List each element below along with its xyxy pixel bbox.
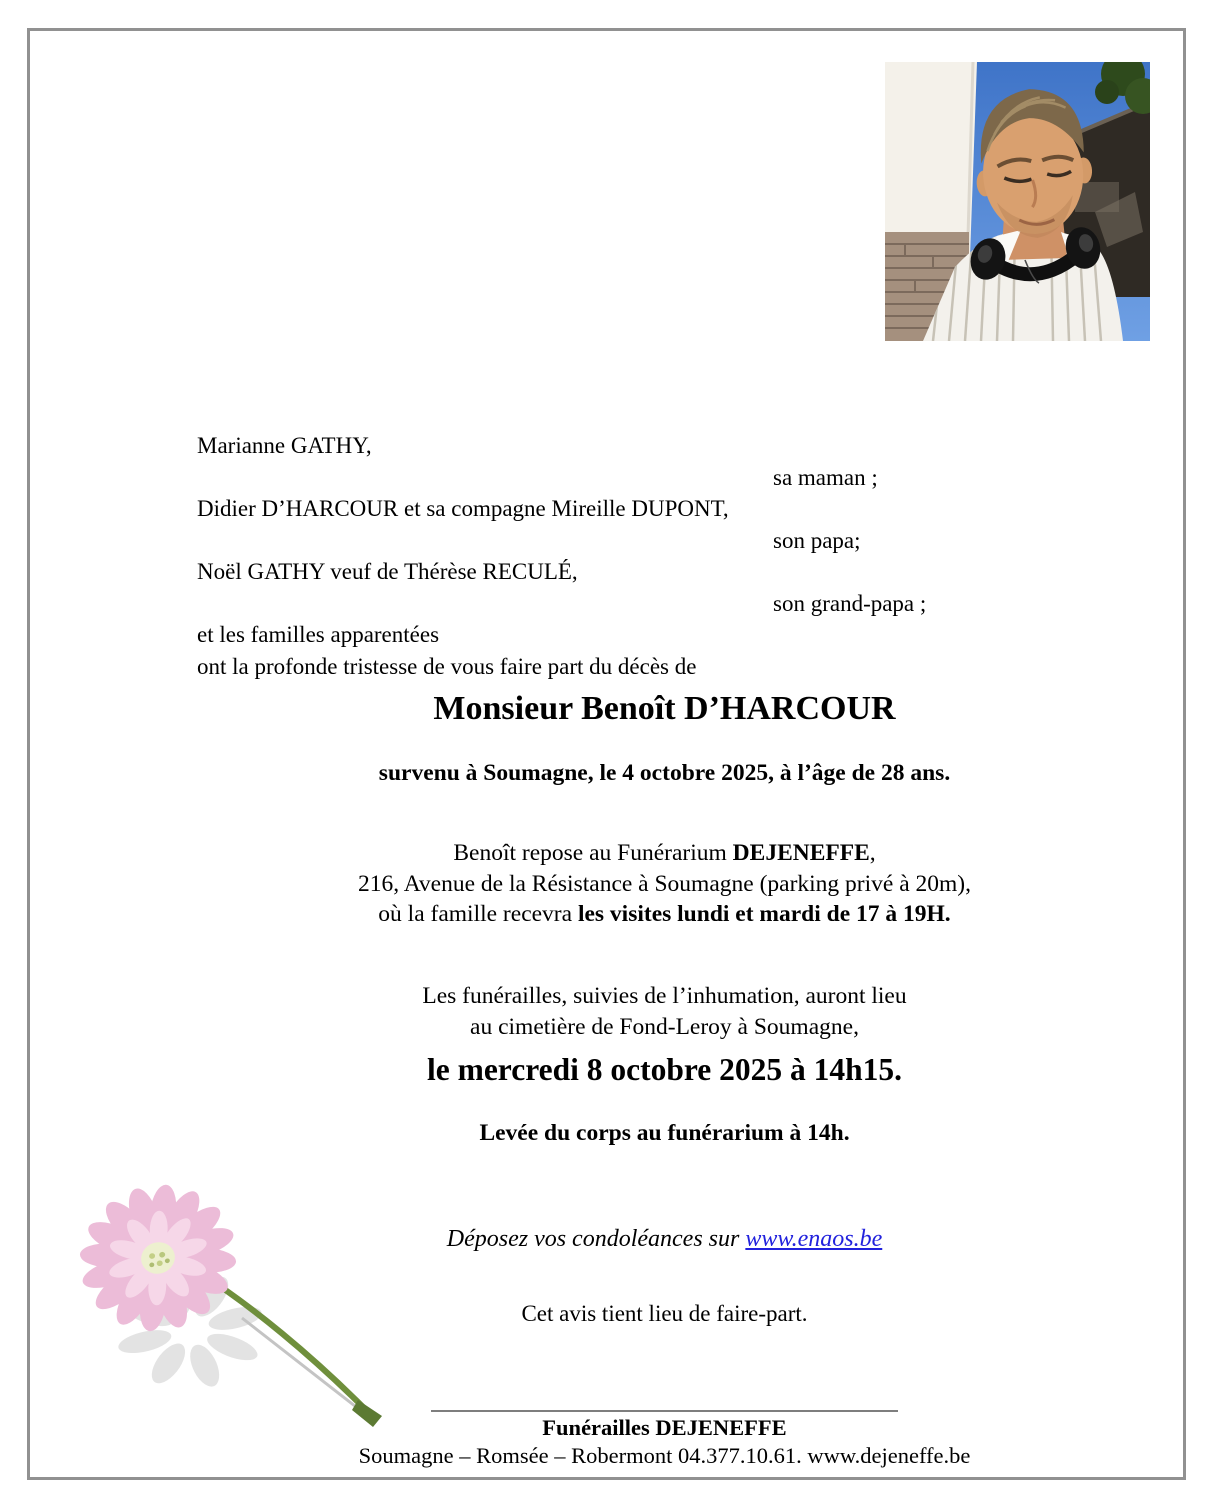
visits-line (197, 899, 1132, 930)
flower-photo (62, 1178, 392, 1428)
portrait-photo (885, 62, 1150, 341)
funeral-line-1: Les funérailles, suivies de l’inhumation, auront lieu (422, 983, 907, 1009)
condolences-text: Déposez vos condoléances sur (446, 1226, 746, 1252)
footer-contact-line: Soumagne – Romsée – Robermont 04.377.10.61. www.dejeneffe.be (358, 1443, 971, 1468)
ceremony-date-line: le mercredi 8 octobre 2025 à 14h15. (426, 1052, 903, 1087)
visits-text: où la famille recevra (378, 901, 578, 927)
relation-line: sa maman ; (773, 464, 878, 490)
death-date-line: survenu à Soumagne, le 4 octobre 2025, à l’âge de 28 ans. (378, 760, 951, 786)
repose-line-1 (197, 838, 1132, 869)
repose-text: , (869, 840, 876, 866)
footer-divider (431, 1410, 898, 1412)
funeral-block (197, 981, 1132, 1042)
family-line: Marianne GATHY, (197, 433, 372, 458)
enaos-link[interactable]: www.enaos.be (745, 1226, 883, 1252)
deceased-name-title: Monsieur Benoît D’HARCOUR (433, 690, 896, 727)
family-intro-block (197, 430, 1132, 682)
family-line: Didier D’HARCOUR et sa compagne Mireille DUPONT, (197, 496, 729, 521)
relation-line: son grand-papa ; (773, 590, 927, 616)
family-line: Noël GATHY veuf de Thérèse RECULÉ, (197, 559, 578, 584)
funeral-home-name: DEJENEFFE (732, 840, 870, 866)
funeral-line-2: au cimetière de Fond-Leroy à Soumagne, (470, 1013, 859, 1040)
family-line: et les familles apparentées (197, 622, 440, 647)
levee-du-corps-line: Levée du corps au funérarium à 14h. (479, 1120, 850, 1146)
faire-part-notice: Cet avis tient lieu de faire-part. (521, 1301, 808, 1326)
relation-line: son papa; (773, 527, 861, 553)
repose-address-line: 216, Avenue de la Résistance à Soumagne (parking privé à 20m), (358, 870, 971, 897)
repose-block (197, 838, 1132, 930)
announcement-line: ont la profonde tristesse de vous faire part du décès de (197, 653, 697, 679)
visits-schedule: les visites lundi et mardi de 17 à 19H. (577, 901, 951, 927)
repose-text: Benoît repose au Funérarium (453, 840, 733, 866)
footer-company-name: Funérailles DEJENEFFE (542, 1415, 787, 1440)
